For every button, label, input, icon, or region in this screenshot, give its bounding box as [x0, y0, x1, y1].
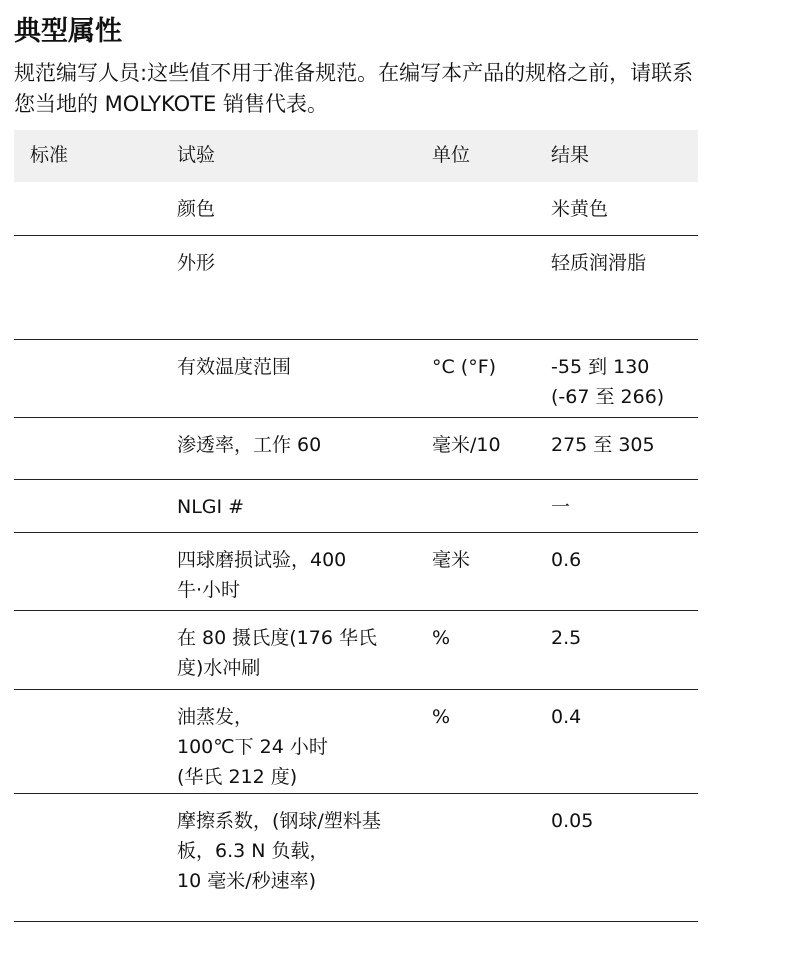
table-row: [14, 235, 698, 339]
table-row: [14, 793, 698, 921]
cell-result: 2.5: [540, 610, 698, 689]
header-result: 结果: [540, 130, 698, 182]
cell-standard: [14, 417, 162, 479]
cell-result: 0.05: [540, 793, 698, 921]
table-row: [14, 417, 698, 479]
header-test: 试验: [162, 130, 417, 182]
table-header-row: [14, 130, 698, 182]
cell-unit: %: [417, 610, 540, 689]
cell-test: 外形: [162, 235, 417, 339]
cell-standard: [14, 339, 162, 417]
typical-properties-section: [14, 14, 698, 922]
cell-unit: %: [417, 689, 540, 793]
header-unit: 单位: [417, 130, 540, 182]
cell-standard: [14, 235, 162, 339]
header-standard: 标准: [14, 130, 162, 182]
cell-unit: [417, 235, 540, 339]
table-row: [14, 479, 698, 532]
cell-standard: [14, 532, 162, 610]
cell-unit: [417, 182, 540, 235]
cell-unit: [417, 479, 540, 532]
properties-table: [14, 130, 698, 922]
cell-result: 0.6: [540, 532, 698, 610]
cell-test: NLGI #: [162, 479, 417, 532]
intro-note: 规范编写人员:这些值不用于准备规范。在编写本产品的规格之前，请联系您当地的 MOLYKOTE 销售代表。: [14, 61, 694, 116]
cell-test: 四球磨损试验，400 牛·小时: [162, 532, 417, 610]
cell-standard: [14, 689, 162, 793]
cell-test: 有效温度范围: [162, 339, 417, 417]
cell-unit: 毫米/10: [417, 417, 540, 479]
cell-standard: [14, 610, 162, 689]
cell-result: 轻质润滑脂: [540, 235, 698, 339]
cell-standard: [14, 182, 162, 235]
cell-result: 米黄色: [540, 182, 698, 235]
cell-test: 渗透率，工作 60: [162, 417, 417, 479]
cell-standard: [14, 479, 162, 532]
table-row: [14, 689, 698, 793]
cell-result: -55 到 130 (-67 至 266): [540, 339, 698, 417]
cell-test: 在 80 摄氏度(176 华氏 度)水冲刷: [162, 610, 417, 689]
cell-unit: [417, 793, 540, 921]
cell-result: 一: [540, 479, 698, 532]
cell-standard: [14, 793, 162, 921]
cell-test: 摩擦系数，(钢球/塑料基 板，6.3 N 负载， 10 毫米/秒速率): [162, 793, 417, 921]
table-row: [14, 610, 698, 689]
table-row: [14, 182, 698, 235]
cell-test: 颜色: [162, 182, 417, 235]
cell-test: 油蒸发， 100℃下 24 小时 (华氏 212 度): [162, 689, 417, 793]
cell-unit: °C (°F): [417, 339, 540, 417]
table-row: [14, 339, 698, 417]
section-title: 典型属性: [14, 16, 122, 47]
table-row: [14, 532, 698, 610]
cell-result: 0.4: [540, 689, 698, 793]
cell-unit: 毫米: [417, 532, 540, 610]
cell-result: 275 至 305: [540, 417, 698, 479]
